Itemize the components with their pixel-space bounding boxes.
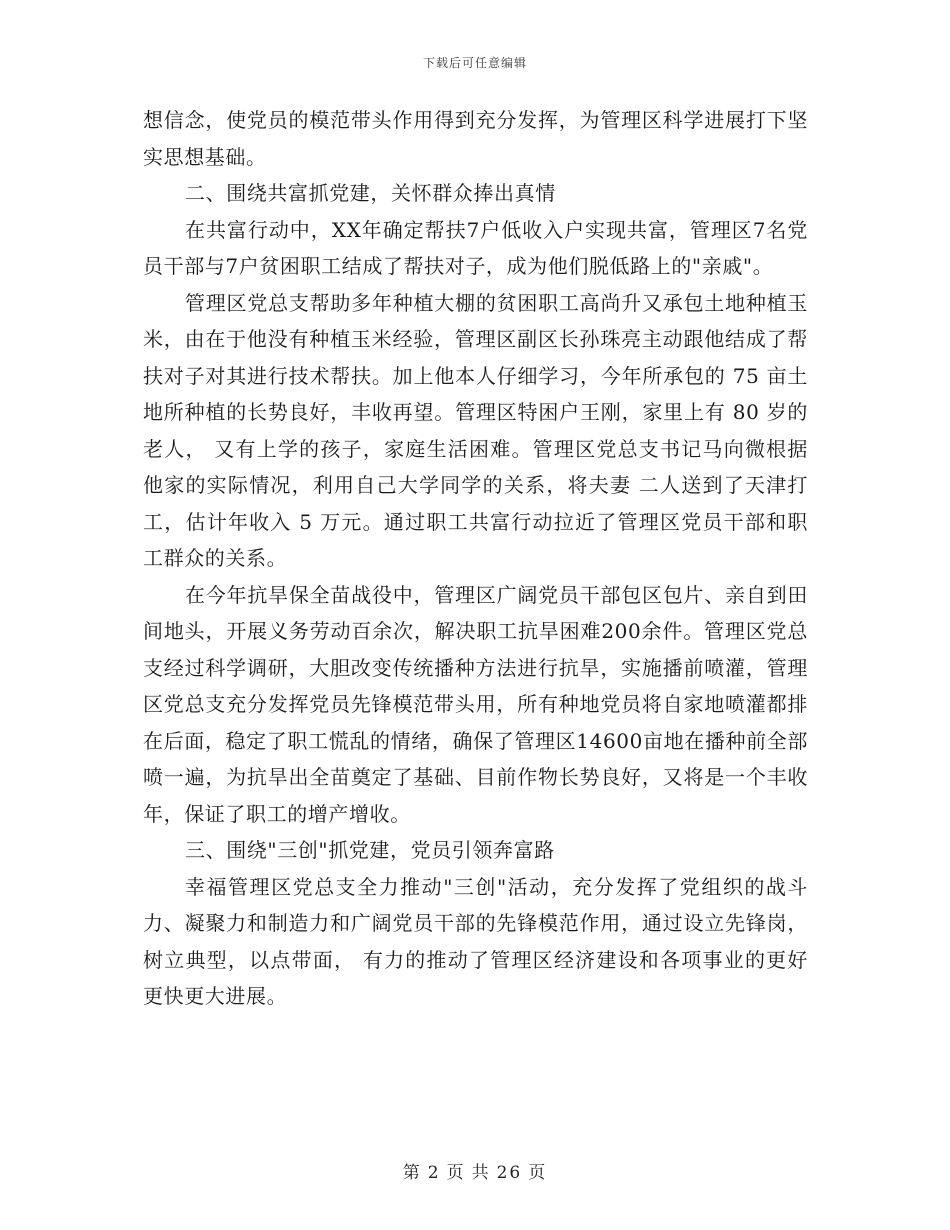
footer-total-label: 共 bbox=[471, 1163, 491, 1183]
footer-suffix: 页 bbox=[528, 1163, 548, 1183]
paragraph: 在今年抗旱保全苗战役中，管理区广阔党员干部包区包片、亲自到田间地头，开展义务劳动百余次，解决职工抗旱困难200余件。管理区党总支经过科学调研，大胆改变传统播种方法进行抗旱，实施播前喷灌，管理区党总支充分发挥党员先锋模范带头用，所有种地党员将自家地喷灌都排在后面，稳定了职工慌乱的情绪，确保了管理区14600亩地在播种前全部喷一遍，为抗旱出全苗奠定了基础、目前作物长势良好，又将是一个丰收年，保证了职工的增产增收。 bbox=[143, 582, 808, 826]
footer-page-word: 页 bbox=[446, 1163, 466, 1183]
section-heading-2: 二、围绕共富抓党建，关怀群众捧出真情 bbox=[185, 181, 556, 205]
paragraph: 管理区党总支帮助多年种植大棚的贫困职工高尚升又承包土地种植玉米，由在于他没有种植玉米经验，管理区副区长孙珠亮主动跟他结成了帮扶对子对其进行技术帮扶。加上他本人仔细学习，今年所承包的 75 亩土地所种植的长势良好，丰收再望。管理区特困户王刚，家里上有 80 岁的老人， 又有上学的孩子，家庭生活困难。管理区党总支书记马向微根据他家的实际情况，利用自己大学同学的关系，将夫妻 二人送到了天津打工，估计年收入 5 万元。通过职工共富行动拉近了管理区党员干部和职工群众的关系。 bbox=[143, 290, 808, 570]
footer-page-number: 2 bbox=[427, 1163, 441, 1183]
paragraph-continuation: 想信念，使党员的模范带头作用得到充分发挥，为管理区科学进展打下坚实思想基础。 bbox=[143, 108, 808, 169]
footer-total-pages: 26 bbox=[496, 1163, 523, 1183]
footer-prefix: 第 bbox=[402, 1163, 422, 1183]
section-heading-3: 三、围绕"三创"抓党建，党员引领奔富路 bbox=[185, 838, 555, 862]
page-number-footer bbox=[0, 1158, 950, 1183]
document-body bbox=[143, 102, 808, 1015]
page-header-note: 下载后可任意编辑 bbox=[422, 56, 527, 70]
paragraph: 幸福管理区党总支全力推动"三创"活动，充分发挥了党组织的战斗力、凝聚力和制造力和广阔党员干部的先锋模范作用，通过设立先锋岗，树立典型，以点带面， 有力的推动了管理区经济建设和各项事业的更好更快更大进展。 bbox=[143, 874, 808, 1008]
paragraph: 在共富行动中，XX年确定帮扶7户低收入户实现共富，管理区7名党员干部与7户贫困职工结成了帮扶对子，成为他们脱低路上的"亲戚"。 bbox=[143, 217, 808, 278]
